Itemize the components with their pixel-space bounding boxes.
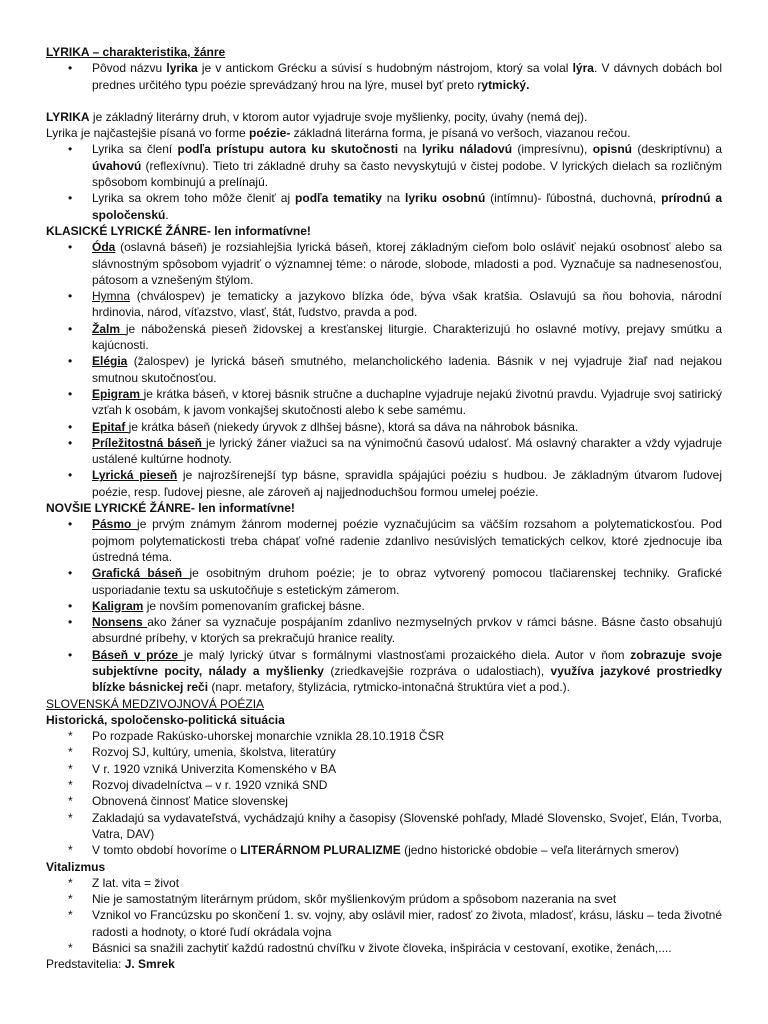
intro-paragraph-1: LYRIKA je základný literárny druh, v ktorom autor vyjadruje svoje myšlienky, pocity, úvahy (nemá dej). xyxy=(46,109,588,124)
bullet-icon: • xyxy=(68,598,73,613)
list-item-historical: * V tomto období hovoríme o LITERÁRNOM PLURALIZME (jedno historické obdobie – veľa literárnych smerov) xyxy=(68,843,680,858)
star-icon: * xyxy=(68,892,73,907)
list-item-division-approach: • Lyrika sa člení podľa prístupu autora ku skutočnosti na lyriku náladovú (impresívnu), opisnú (deskriptívnu) a úvahovú (reflexívnu). Tieto tri základné druhy sa často nevyskytujú v čistej podobe. V lyrických dielach sa rozličným spôsobom kombinujú a prelínajú. xyxy=(68,142,722,190)
star-icon: * xyxy=(68,843,73,858)
bullet-icon: • xyxy=(68,386,73,401)
heading-vitalism: Vitalizmus xyxy=(46,859,106,874)
document-page xyxy=(46,44,722,973)
bullet-icon: • xyxy=(68,240,73,255)
list-item-genre: • Hymna (chválospev) je tematicky a jazykovo blízka óde, býva však kratšia. Oslavujú sa ňou bohovia, národní hrdinovia, národ, víťazstvo, vlasť, štát, ľudstvo, pravda a pod. xyxy=(68,289,722,320)
bullet-icon: • xyxy=(68,566,73,581)
intro-paragraph-2: Lyrika je najčastejšie písaná vo forme poézie- základná literárna forma, je písaná vo veršoch, viazanou rečou. xyxy=(46,126,631,141)
list-item-vitalism: * Nie je samostatným literárnym prúdom, skôr myšlienkovým prúdom a spôsobom nazerania na svet xyxy=(68,892,617,907)
star-icon: * xyxy=(68,810,73,825)
star-icon: * xyxy=(68,908,73,923)
heading-slovak-poetry: SLOVENSKÁ MEDZIVOJNOVÁ POÉZIA xyxy=(46,696,265,711)
list-item-vitalism: * Vznikol vo Francúzsku po skončení 1. sv. vojny, aby oslávil mier, radosť zo života, mladosť, krásu, lásku – teda životné radosti a hodnoty, o ktoré ľudí okrádala vojna xyxy=(68,908,722,939)
star-icon: * xyxy=(68,745,73,760)
list-item-genre: • Grafická báseň je osobitným druhom poézie; je to obraz vytvorený pomocou tlačiarenskej techniky. Grafické usporiadanie textu sa uskutočňuje s estetickým zámerom. xyxy=(68,566,722,597)
star-icon: * xyxy=(68,941,73,956)
list-item-historical: * Rozvoj SJ, kultúry, umenia, školstva, literatúry xyxy=(68,745,336,760)
list-item-genre: • Óda (oslavná báseň) je rozsiahlejšia lyrická báseň, ktorej základným cieľom bolo osláviť nejakú osobnosť alebo sa slávnostným spôsobom vyjadriť o významnej téme: o národe, slobode, mladosti a pod. Vyznačuje sa nadnesenosťou, pátosom a vznešeným štýlom. xyxy=(68,240,722,287)
heading-historical: Historická, spoločensko-politická situácia xyxy=(46,712,285,727)
list-item-genre: • Lyrická pieseň je najrozšírenejší typ básne, spravidla spájajúci poéziu s hudbou. Je základným útvarom ľudovej poézie, resp. ľudovej piesne, ale zároveň aj najjednoduchšou formou umelej poézie. xyxy=(68,468,722,499)
star-icon: * xyxy=(68,778,73,793)
list-item-genre: • Nonsens ako žáner sa vyznačuje pospájaním zdanlivo nezmyselných prvkov v rámci básne. Básne často obsahujú absurdné príbehy, v ktorých sa prekračujú hranice reality. xyxy=(68,615,722,646)
list-item-historical: * Rozvoj divadelníctva – v r. 1920 vzniká SND xyxy=(68,778,328,793)
star-icon: * xyxy=(68,729,73,744)
bullet-icon: • xyxy=(68,321,73,336)
list-item-origin: • Pôvod názvu lyrika je v antickom Grécku a súvisí s hudobným nástrojom, ktorý sa volal lýra. V dávnych dobách bol prednes určitého typu poézie sprevádzaný hrou na lýre, musel byť preto rytmický. xyxy=(68,61,722,92)
list-item-genre: • Epitaf je krátka báseň (niekedy úryvok z dlhšej básne), ktorá sa dáva na náhrobok básnika. xyxy=(68,419,579,434)
list-item-genre: • Príležitostná báseň je lyrický žáner viažuci sa na výnimočnú časovú udalosť. Má oslavný charakter a vždy vyjadruje ustálené kultúrne hodnoty. xyxy=(68,435,722,467)
list-item-genre: • Pásmo je prvým známym žánrom modernej poézie vyznačujúcim sa väčším rozsahom a polytematickosťou. Pod pojmom polytematickosti treba chápať voľné radenie zdanlivo nesúvislých tematických celkov, ktoré zjednocuje iba ústredná téma. xyxy=(68,517,723,564)
list-item-genre: • Elégia (žalospev) je lyrická báseň smutného, melancholického ladenia. Básnik v nej vyjadruje žiaľ nad nejakou smutnou skutočnosťou. xyxy=(68,354,722,385)
list-item-historical: * Obnovená činnosť Matice slovenskej xyxy=(68,794,288,809)
bullet-icon: • xyxy=(68,468,73,483)
list-item-genre: • Kaligram je novším pomenovaním grafickej básne. xyxy=(68,598,365,613)
star-icon: * xyxy=(68,794,73,809)
list-item-division-theme: • Lyrika sa okrem toho môže členiť aj podľa tematiky na lyriku osobnú (intímnu)- ľúbostná, duchovná, prírodnú a spoločenskú. xyxy=(68,191,722,222)
list-item-vitalism: * Básnici sa snažili zachytiť každú radostnú chvíľku v živote človeka, inšpirácia v cestovaní, exotike, ženách,.... xyxy=(68,941,672,956)
bullet-icon: • xyxy=(68,435,73,450)
bullet-icon: • xyxy=(68,647,73,662)
bullet-icon: • xyxy=(68,289,73,304)
bullet-icon: • xyxy=(68,142,73,157)
list-item-genre: • Báseň v próze je malý lyrický útvar s formálnymi vlastnosťami prozaického diela. Autor v ňom zobrazuje svoje subjektívne pocity, nálady a myšlienky (zriedkavejšie rozpráva o udalostiach), využíva jazykové prostriedky blízke básnickej reči (napr. metafory, štylizácia, rytmicko-intonačná štruktúra viet a pod.). xyxy=(68,647,722,695)
star-icon: * xyxy=(68,875,73,890)
list-item-historical: * Po rozpade Rakúsko-uhorskej monarchie vznikla 28.10.1918 ČSR xyxy=(68,729,445,744)
list-item-historical: * Zakladajú sa vydavateľstvá, vychádzajú knihy a časopisy (Slovenské pohľady, Mladé Slovensko, Svojeť, Elán, Tvorba, Vatra, DAV) xyxy=(68,810,722,841)
bullet-icon: • xyxy=(68,419,73,434)
list-item-historical: * V r. 1920 vzniká Univerzita Komenského v BA xyxy=(68,761,337,776)
bullet-icon: • xyxy=(68,191,73,206)
heading-newer-genres: NOVŠIE LYRICKÉ ŽÁNRE- len informatívne! xyxy=(46,501,295,516)
heading-classic-genres: KLASICKÉ LYRICKÉ ŽÁNRE- len informatívne! xyxy=(46,223,311,238)
star-icon: * xyxy=(68,761,73,776)
list-item-vitalism: * Z lat. vita = život xyxy=(68,875,180,890)
bullet-icon: • xyxy=(68,615,73,630)
bullet-icon: • xyxy=(68,354,73,369)
bullet-icon: • xyxy=(68,517,73,532)
bullet-icon: • xyxy=(68,61,73,76)
list-item-genre: • Epigram je krátka báseň, v ktorej básnik stručne a duchaplne vyjadruje nejakú životnú pravdu. Vyjadruje svoj satirický vzťah k osobám, k javom vonkajšej skutočnosti alebo k sebe samému. xyxy=(68,386,722,418)
representatives-line: Predstavitelia: J. Smrek xyxy=(46,957,175,972)
list-item-genre: • Žalm je náboženská pieseň židovskej a kresťanskej liturgie. Charakterizujú ho oslavné motívy, prejavy smútku a kajúcnosti. xyxy=(68,321,722,353)
heading-lyrika: LYRIKA – charakteristika, žánre xyxy=(46,45,226,59)
